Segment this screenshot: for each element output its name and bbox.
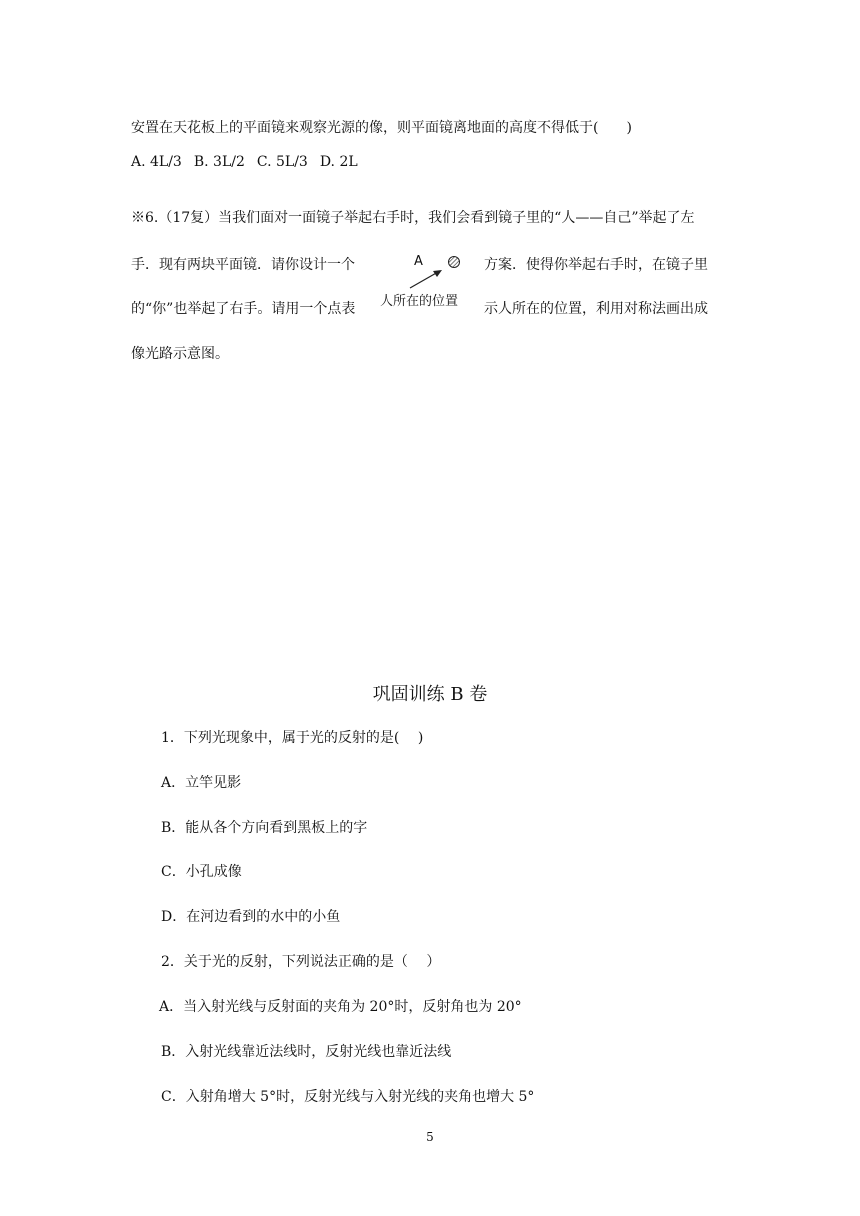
question-5-options (131, 152, 370, 172)
person-point-icon (449, 257, 460, 268)
b-question-1-option-d: D．在河边看到的水中的小鱼 (161, 909, 341, 925)
question-6-line-4: 像光路示意图。 (131, 346, 229, 362)
question-5-stem: 安置在天花板上的平面镜来观察光源的像，则平面镜离地面的高度不得低于( ) (131, 120, 632, 136)
b-question-2-stem: 2．关于光的反射，下列说法正确的是（ ） (161, 954, 441, 970)
question-6-line-1: ※6.（17复）当我们面对一面镜子举起右手时，我们会看到镜子里的“人——自己”举起了左 (131, 210, 695, 226)
b-question-1-option-c: C．小孔成像 (161, 864, 242, 880)
b-question-1-option-a: A．立竿见影 (161, 775, 242, 791)
page-number: 5 (426, 1130, 434, 1144)
figure-caption: 人所在的位置 (380, 294, 459, 309)
point-label: A (414, 254, 423, 269)
question-6-line-2-left: 手．现有两块平面镜．请你设计一个 (131, 257, 355, 273)
question-6-line-3-left: 的“你”也举起了右手。请用一个点表 (131, 301, 356, 317)
option-c: C. 5L/3 (256, 154, 308, 170)
option-a: A. 4L/3 (131, 154, 182, 170)
b-question-2-option-c: C．入射角增大 5°时，反射光线与入射光线的夹角也增大 5° (161, 1089, 535, 1105)
option-d: D. 2L (319, 154, 358, 170)
section-title: 巩固训练 B 卷 (372, 684, 488, 705)
option-b: B. 3L/2 (193, 154, 245, 170)
question-6-line-2-right: 方案．使得你举起右手时，在镜子里 (484, 257, 708, 273)
b-question-1-stem: 1．下列光现象中，属于光的反射的是( ) (161, 730, 424, 746)
b-question-1-option-b: B．能从各个方向看到黑板上的字 (161, 820, 368, 836)
arrow-shaft (410, 272, 438, 288)
person-position-figure (376, 250, 480, 312)
question-6-line-3-right: 示人所在的位置，利用对称法画出成 (484, 301, 708, 317)
b-question-2-option-b: B．入射光线靠近法线时，反射光线也靠近法线 (161, 1044, 452, 1060)
b-question-2-option-a: A．当入射光线与反射面的夹角为 20°时，反射角也为 20° (159, 999, 522, 1015)
